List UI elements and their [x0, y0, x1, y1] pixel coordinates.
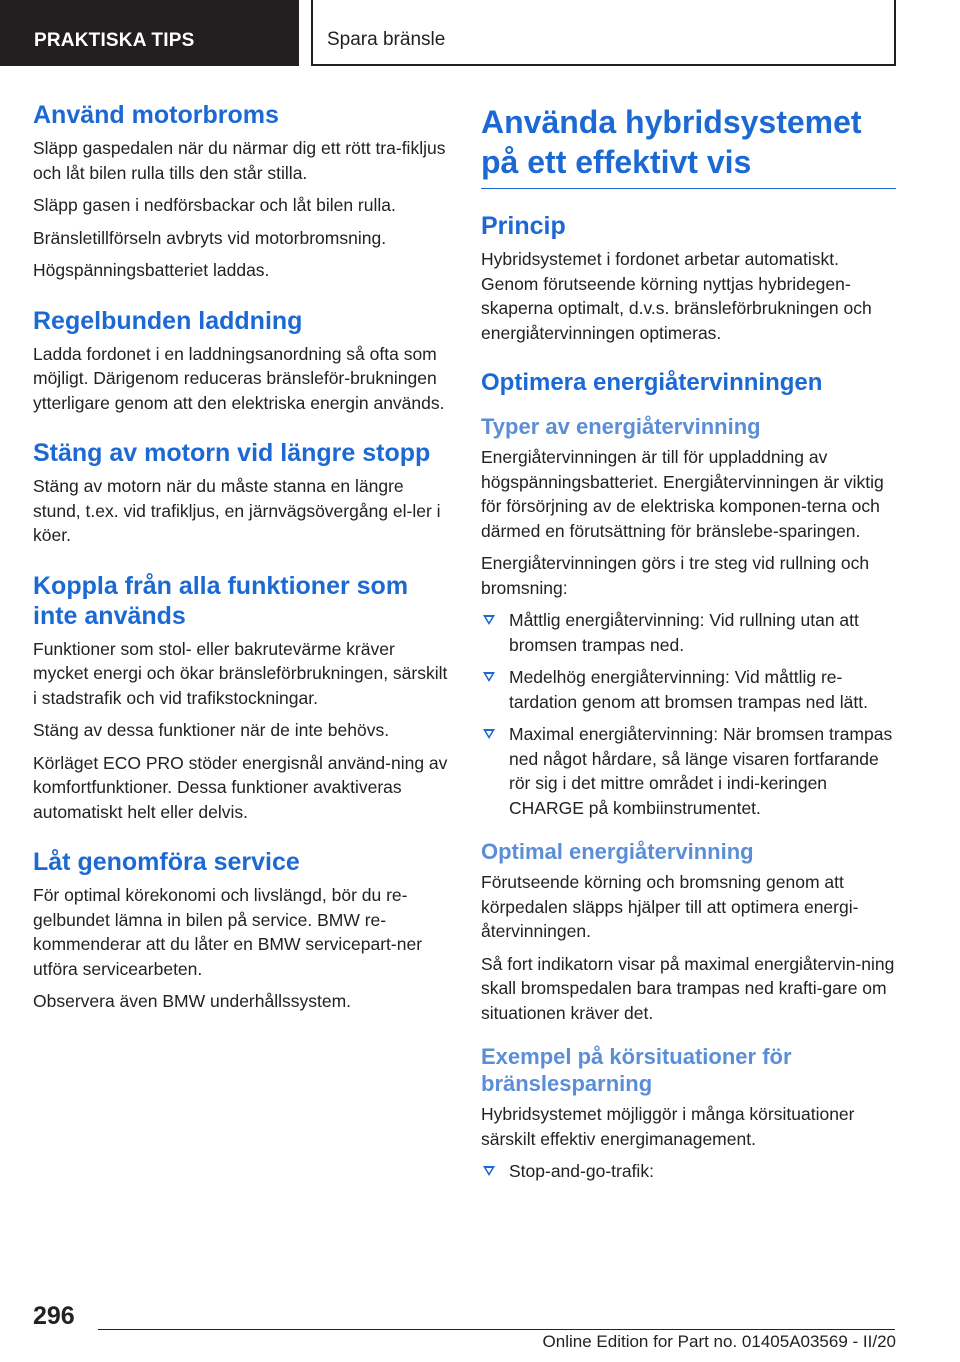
list-item — [481, 722, 896, 820]
paragraph: För optimal körekonomi och livslängd, bör du re-gelbundet lämna in bilen på service. BMW re-kommenderar att du låter en BMW servicepart-ner utföra servicearbeten. — [33, 885, 423, 979]
chapter-title: Använda hybridsystemet på ett effektivt vis — [481, 102, 896, 189]
paragraph: Funktioner som stol- eller bakrutevärme kräver mycket energi och ökar bränsleförbrukningen, särskilt i stadstrafik och vid trafikstockningar. — [33, 638, 448, 708]
heading-engine-brake: Använd motorbroms — [33, 101, 279, 129]
triangle-bullet-icon — [483, 1166, 495, 1176]
paragraph: Observera även BMW underhållssystem. — [33, 991, 352, 1011]
list-item-text: Måttlig energiåtervinning: Vid rullning utan att bromsen trampas ned. — [509, 610, 859, 655]
heading-optimal-recovery: Optimal energiåtervinning — [481, 839, 754, 864]
heading-principle: Princip — [481, 212, 566, 240]
paragraph: Körläget ECO PRO stöder energisnål använd-ning av komfortfunktioner. Dessa funktioner avaktiveras automatiskt helt eller delvis. — [33, 752, 448, 822]
paragraph: Energiåtervinningen är till för uppladdning av högspänningsbatteriet. Energiåtervinningen är viktig för försörjning av de elektriska komponen-terna och därmed en förutsättning för bränslebe-sparingen. — [481, 447, 884, 541]
paragraph: Släpp gaspedalen när du närmar dig ett rött tra-fikljus och låt bilen rulla tills den står stilla. — [33, 138, 446, 183]
left-column — [33, 100, 451, 1022]
paragraph: Hybridsystemet möjliggör i många körsituationer särskilt effektiv energimanagement. — [481, 1104, 855, 1149]
right-column — [481, 100, 896, 1192]
paragraph: Energiåtervinningen görs i tre steg vid rullning och bromsning: — [481, 553, 870, 598]
header-subsection-box — [311, 0, 896, 66]
paragraph: Högspänningsbatteriet laddas. — [33, 260, 270, 280]
recovery-levels-list — [481, 608, 896, 820]
footer-edition: Online Edition for Part no. 01405A03569 - II/20 — [542, 1332, 896, 1351]
paragraph: Hybridsystemet i fordonet arbetar automatiskt. Genom förutseende körning nyttjas hybridegen-skaperna optimalt, d.v.s. bränsleförbrukningen och energiåtervinningen optimeras. — [481, 249, 872, 343]
paragraph: Ladda fordonet i en laddningsanordning så ofta som möjligt. Därigenom reduceras bränsleför-brukningen ytterligare genom att den elektriska energin används. — [33, 343, 445, 413]
paragraph: Bränsletillförseln avbryts vid motorbromsning. — [33, 227, 387, 248]
examples-list — [481, 1159, 896, 1184]
paragraph: Stäng av motorn när du måste stanna en längre stund, t.ex. vid trafikljus, en järnvägsövergång el-ler i köer. — [33, 476, 441, 545]
heading-stop-engine: Stäng av motorn vid längre stopp — [33, 439, 431, 467]
header-section-label: PRAKTISKA TIPS — [34, 30, 195, 51]
heading-recovery-types: Typer av energiåtervinning — [481, 414, 761, 439]
heading-driving-examples: Exempel på körsituationer för bränslesparning — [481, 1044, 792, 1096]
triangle-bullet-icon — [483, 672, 495, 682]
list-item-text: Medelhög energiåtervinning: Vid måttlig re-tardation genom att bromsen trampas ned lätt. — [509, 667, 868, 712]
heading-optimize-recovery: Optimera energiåtervinningen — [481, 369, 823, 396]
list-item — [481, 608, 896, 657]
header-section-tab — [0, 0, 299, 66]
heading-service: Låt genomföra service — [33, 848, 300, 876]
triangle-bullet-icon — [483, 615, 495, 625]
footer-divider — [98, 1329, 895, 1330]
heading-regular-charging: Regelbunden laddning — [33, 306, 303, 335]
list-item — [481, 1159, 896, 1184]
list-item — [481, 665, 896, 714]
paragraph: Stäng av dessa funktioner när de inte behövs. — [33, 720, 390, 740]
page-number: 296 — [33, 1302, 75, 1330]
paragraph: Släpp gasen i nedförsbackar och låt bilen rulla. — [33, 195, 396, 215]
triangle-bullet-icon — [483, 729, 495, 739]
header-subsection-label: Spara bränsle — [327, 29, 446, 50]
paragraph: Förutseende körning och bromsning genom att körpedalen släpps hjälper till att optimera energi-återvinningen. — [481, 872, 859, 941]
paragraph: Så fort indikatorn visar på maximal energiåtervin-ning skall bromspedalen bara trampas ned krafti-gare om situationen kräver det. — [481, 953, 895, 1023]
list-item-text: Stop-and-go-trafik: — [509, 1161, 654, 1181]
list-item-text: Maximal energiåtervinning: När bromsen trampas ned något hårdare, så länge visaren fortfarande rör sig i det mittre området i indi-keringen CHARGE på kombiinstrumentet. — [509, 724, 893, 818]
heading-disable-functions: Koppla från alla funktioner som inte används — [33, 571, 409, 630]
